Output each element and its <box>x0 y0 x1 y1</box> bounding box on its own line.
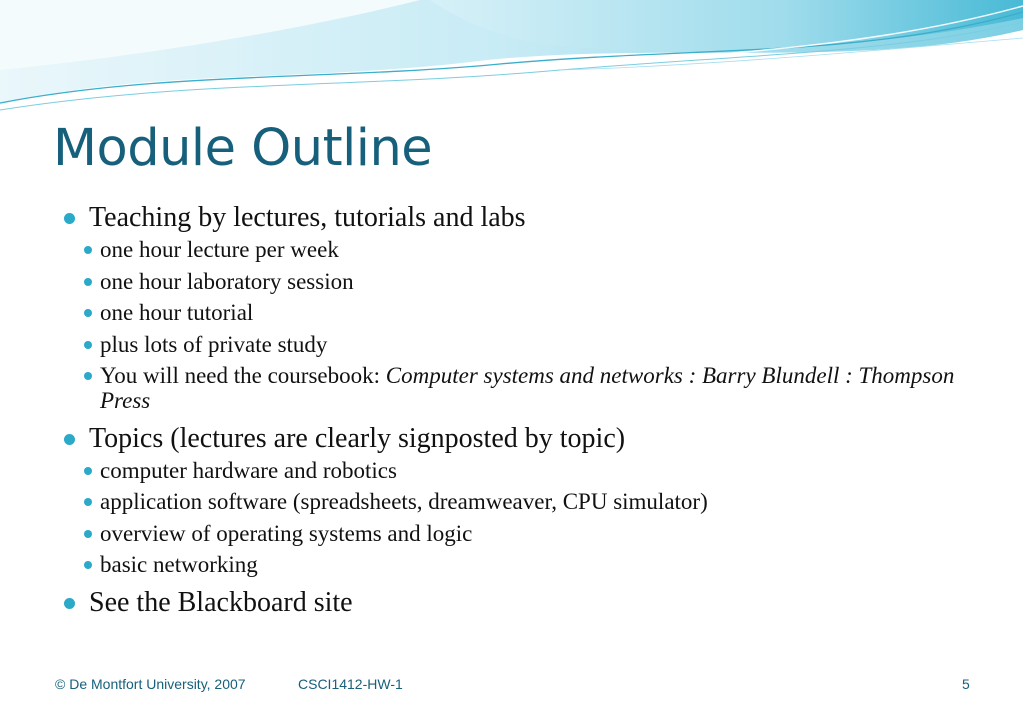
footer-course-code: CSCI1412-HW-1 <box>298 676 403 692</box>
bullet-icon <box>84 309 92 317</box>
bullet-item-teaching <box>62 199 962 237</box>
bullet-item-topics <box>62 420 962 458</box>
sub-bullet-item <box>62 552 962 577</box>
slide-title: Module Outline <box>53 119 433 178</box>
bullet-icon <box>84 530 92 538</box>
bullet-icon <box>64 213 75 224</box>
sub-bullet-text: overview of operating systems and logic <box>100 520 473 546</box>
sub-bullet-item-coursebook <box>62 363 962 413</box>
sub-bullet-text: application software (spreadsheets, dreamweaver, CPU simulator) <box>100 489 708 514</box>
sub-bullet-text: one hour tutorial <box>100 300 254 325</box>
sub-bullet-text: basic networking <box>100 552 258 577</box>
header-wave-decoration <box>0 0 1023 120</box>
bullet-list <box>62 197 962 622</box>
bullet-icon <box>84 372 92 380</box>
sub-bullet-item <box>62 300 962 325</box>
sub-bullet-item <box>62 521 962 546</box>
bullet-text: Topics (lectures are clearly signposted by topic) <box>89 422 626 454</box>
footer-page-number: 5 <box>962 676 970 692</box>
bullet-icon <box>84 278 92 286</box>
bullet-icon <box>84 498 92 506</box>
bullet-icon <box>84 246 92 254</box>
sub-bullet-item <box>62 332 962 357</box>
sub-list-topics <box>62 458 962 578</box>
coursebook-title: Computer systems and networks : Barry Blundell : Thompson Press <box>100 363 955 413</box>
bullet-item-blackboard <box>62 584 962 622</box>
bullet-icon <box>84 341 92 349</box>
sub-bullet-text: plus lots of private study <box>100 331 328 357</box>
bullet-icon <box>64 598 75 609</box>
footer-copyright: © De Montfort University, 2007 <box>55 676 246 692</box>
bullet-text: Teaching by lectures, tutorials and labs <box>89 202 526 233</box>
bullet-icon <box>84 467 92 475</box>
bullet-icon <box>84 561 92 569</box>
sub-list-teaching <box>62 237 962 413</box>
sub-bullet-text: computer hardware and robotics <box>100 457 397 483</box>
bullet-text: See the Blackboard site <box>89 586 353 618</box>
sub-bullet-text: one hour laboratory session <box>100 268 354 294</box>
bullet-icon <box>64 434 75 445</box>
sub-bullet-text: You will need the coursebook: <box>100 363 386 388</box>
sub-bullet-item <box>62 489 962 514</box>
sub-bullet-text: one hour lecture per week <box>100 237 339 262</box>
sub-bullet-item <box>62 269 962 294</box>
sub-bullet-item <box>62 458 962 483</box>
sub-bullet-item <box>62 237 962 262</box>
